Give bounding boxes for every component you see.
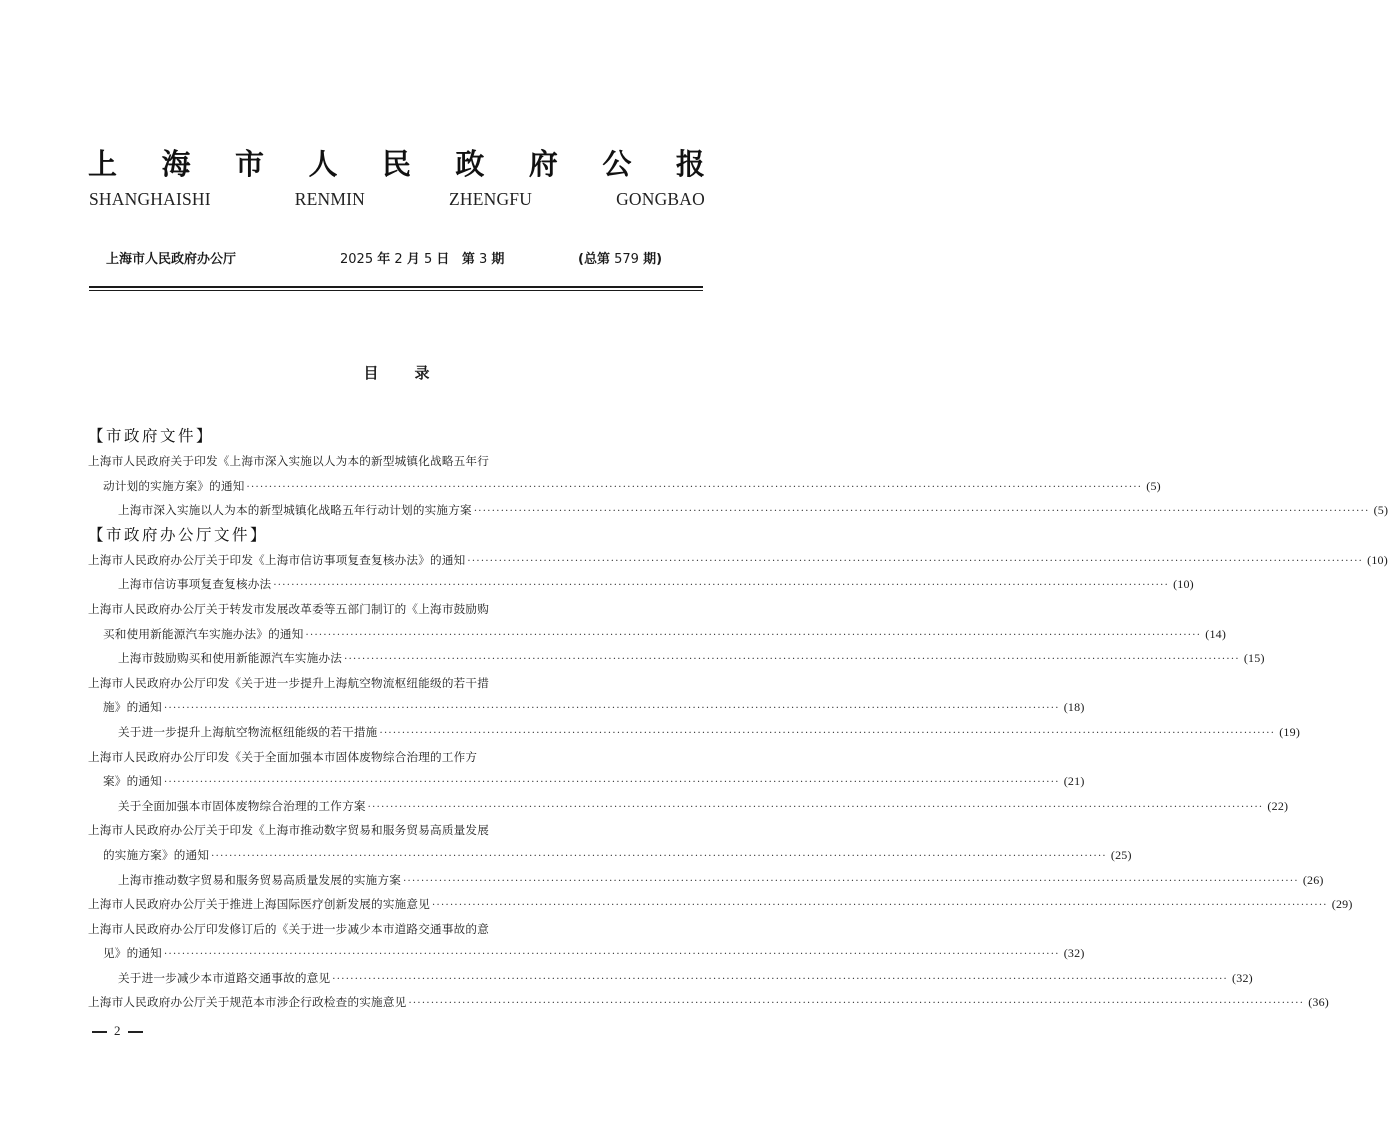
dot-leader: ········································································································································································································ [211, 850, 1107, 862]
dot-leader: ········································································································································································································ [163, 703, 1060, 715]
toc-entry-title: 上海市人民政府办公厅关于推进上海国际医疗创新发展的实施意见 [88, 897, 431, 912]
toc-entry-title: 上海市深入实施以人为本的新型城镇化战略五年行动计划的实施方案 [118, 503, 472, 518]
total-issue [578, 248, 662, 267]
toc-page-number: (19) [1279, 724, 1301, 739]
toc-entry[interactable] [88, 720, 1301, 745]
year-unit: 年 [377, 252, 391, 267]
toc-entry-title: 上海市人民政府办公厅关于印发《上海市推动数字贸易和服务贸易高质量发展 [88, 823, 489, 838]
dot-leader: ········································································································································································································ [432, 900, 1328, 912]
day-unit: 日 [436, 252, 450, 267]
toc-entry[interactable] [88, 794, 1289, 819]
toc-page-number: (22) [1267, 798, 1289, 813]
issue-date [340, 248, 504, 267]
toc-page-number: (32) [1232, 970, 1253, 985]
total-open: (总第 [578, 252, 610, 267]
toc-entry-title: 买和使用新能源汽车实施办法》的通知 [103, 626, 304, 641]
toc-entry-title: 见》的通知 [103, 946, 162, 961]
toc-page-number: (32) [1063, 946, 1085, 961]
pinyin-word: ZHENGFU [449, 189, 533, 209]
dot-leader: ········································································································································································································ [273, 580, 1170, 592]
toc-page-number: (25) [1110, 847, 1132, 862]
masthead-char: 公 [602, 147, 632, 181]
toc-entry-title: 施》的通知 [103, 700, 162, 715]
toc-entry[interactable] [88, 646, 1265, 671]
toc-title [0, 362, 793, 383]
toc-entry-title: 上海市人民政府办公厅关于印发《上海市信访事项复查复核办法》的通知 [88, 552, 466, 567]
toc-entry-title: 关于全面加强本市固体废物综合治理的工作方案 [118, 798, 366, 813]
toc-entry [88, 449, 704, 474]
toc-entry[interactable] [88, 769, 1085, 794]
toc-entry[interactable] [88, 868, 1324, 893]
dot-leader: ········································································································································································································ [473, 506, 1370, 518]
toc-title-char: 目 [363, 364, 379, 382]
dot-leader: ········································································································································································································ [403, 875, 1299, 887]
header-rule-thick [89, 286, 703, 288]
toc-page-number: (36) [1308, 995, 1329, 1010]
footer-dash [128, 1031, 143, 1033]
toc-page-number: (5) [1373, 503, 1388, 518]
masthead-char: 人 [308, 147, 338, 181]
pinyin-word: SHANGHAISHI [89, 189, 211, 209]
dot-leader: ········································································································································································································ [163, 949, 1060, 961]
toc-page-number: (15) [1243, 651, 1265, 666]
dot-leader: ········································································································································································································ [163, 777, 1060, 789]
toc-page-number: (14) [1205, 626, 1227, 641]
dot-leader: ········································································································································································································ [379, 727, 1276, 739]
dot-leader: ········································································································································································································ [332, 973, 1229, 985]
dot-leader: ········································································································································································································ [467, 555, 1364, 567]
toc-entry[interactable] [88, 843, 1132, 868]
toc-entry[interactable] [88, 572, 1194, 597]
page-footer [92, 1023, 143, 1039]
toc-page-number: (29) [1331, 897, 1353, 912]
footer-dash [92, 1031, 107, 1033]
issue-prefix: 第 [461, 252, 475, 267]
toc-entry [88, 745, 704, 770]
issue-number: 3 [478, 252, 488, 267]
toc-entry-title: 上海市人民政府关于印发《上海市深入实施以人为本的新型城镇化战略五年行 [88, 454, 489, 468]
toc-entry [88, 671, 704, 696]
masthead-title [88, 142, 705, 183]
masthead-char: 海 [161, 147, 191, 181]
section-heading: 【市政府文件】 [88, 427, 215, 445]
toc-page-number: (10) [1367, 552, 1388, 567]
toc-entry[interactable] [88, 548, 1388, 573]
toc-entry[interactable] [88, 622, 1227, 647]
total-close: 期) [643, 252, 663, 267]
total-number: 579 [614, 252, 639, 267]
toc-page-number: (21) [1063, 774, 1085, 789]
issuer: 上海市人民政府办公厅 [106, 252, 237, 267]
toc-entry[interactable] [88, 941, 1085, 966]
toc-page-number: (10) [1173, 577, 1194, 592]
toc-entry-title: 上海市人民政府办公厅印发《关于全面加强本市固体废物综合治理的工作方 [88, 749, 478, 764]
toc-entry[interactable] [88, 498, 1388, 523]
section-heading: 【市政府办公厅文件】 [88, 525, 269, 544]
masthead-char: 民 [381, 147, 411, 181]
toc-page-number: (18) [1063, 700, 1085, 715]
toc-entry-title: 上海市人民政府办公厅印发修订后的《关于进一步减少本市道路交通事故的意 [88, 921, 489, 936]
toc-entry[interactable] [88, 990, 1329, 1015]
day: 5 [423, 252, 433, 267]
pinyin-word: RENMIN [294, 189, 366, 209]
masthead-pinyin [89, 189, 705, 210]
dot-leader: ········································································································································································································ [367, 801, 1264, 813]
toc-entry-title: 上海市鼓励购买和使用新能源汽车实施办法 [118, 651, 343, 666]
masthead-char: 府 [528, 147, 558, 181]
toc-entry [88, 818, 704, 843]
month: 2 [394, 252, 403, 267]
dot-leader: ········································································································································································································ [305, 629, 1202, 641]
toc-entry[interactable] [88, 892, 1353, 917]
toc-entry [88, 597, 704, 622]
toc-entry[interactable] [88, 474, 1161, 499]
table-of-contents [88, 424, 1388, 1015]
toc-entry-title: 上海市信访事项复查复核办法 [118, 577, 272, 592]
toc-entry-title: 上海市推动数字贸易和服务贸易高质量发展的实施方案 [118, 872, 402, 887]
masthead-char: 政 [455, 147, 485, 181]
toc-page-number: (5) [1146, 478, 1161, 493]
toc-title-char: 录 [414, 364, 430, 382]
dot-leader: ········································································································································································································ [344, 654, 1240, 666]
issue-unit: 期 [491, 252, 505, 267]
toc-entry-title: 上海市人民政府办公厅关于规范本市涉企行政检查的实施意见 [88, 995, 407, 1010]
dot-leader: ········································································································································································································ [408, 998, 1305, 1010]
masthead-char: 上 [88, 147, 118, 181]
toc-entry[interactable] [88, 966, 1253, 991]
year: 2025 [340, 252, 374, 267]
toc-entry-title: 动计划的实施方案》的通知 [103, 478, 245, 493]
pinyin-word: GONGBAO [616, 189, 705, 209]
toc-entry-title: 上海市人民政府办公厅关于转发市发展改革委等五部门制订的《上海市鼓励购 [88, 601, 489, 616]
toc-page-number: (26) [1302, 872, 1324, 887]
header-rule-thin [89, 290, 703, 291]
toc-entry-title: 案》的通知 [103, 774, 162, 789]
dot-leader: ········································································································································································································ [246, 481, 1143, 493]
toc-entry [88, 917, 704, 942]
masthead-char: 市 [234, 147, 264, 181]
toc-entry-title: 关于进一步提升上海航空物流枢纽能级的若干措施 [118, 724, 378, 739]
issue-info [0, 248, 793, 268]
masthead-char: 报 [675, 147, 705, 181]
toc-entry[interactable] [88, 695, 1085, 720]
month-unit: 月 [406, 252, 420, 267]
page-number: 2 [114, 1023, 121, 1038]
toc-entry-title: 的实施方案》的通知 [103, 847, 210, 862]
toc-entry-title: 关于进一步减少本市道路交通事故的意见 [118, 970, 331, 985]
toc-entry-title: 上海市人民政府办公厅印发《关于进一步提升上海航空物流枢纽能级的若干措 [88, 675, 489, 690]
